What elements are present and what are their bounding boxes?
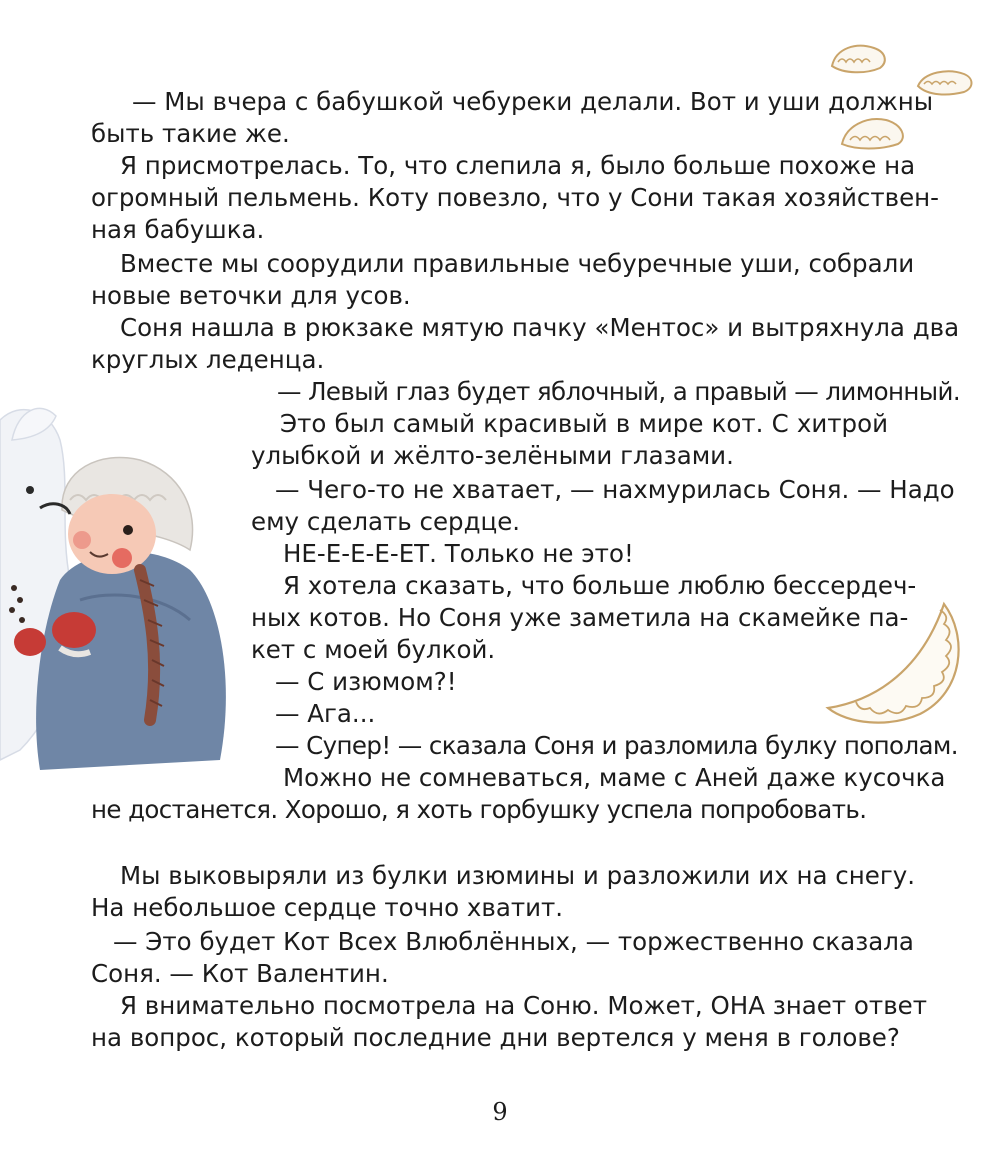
text-line: Можно не сомневаться, маме с Аней даже кусочка — [283, 763, 946, 792]
text-line: — Ага... — [275, 699, 376, 728]
text-line: новые веточки для усов. — [91, 281, 411, 310]
dumpling-sketch-icon — [826, 38, 892, 78]
text-line: кет с моей булкой. — [251, 635, 496, 664]
text-line: — С изюмом?! — [275, 667, 457, 696]
text-line: ная бабушка. — [91, 215, 265, 244]
text-line: улыбкой и жёлто-зелёными глазами. — [251, 441, 734, 470]
text-line: Соня нашла в рюкзаке мятую пачку «Ментос» и вытряхнула два — [120, 313, 960, 342]
text-line: Мы выковыряли из булки изюмины и разложили их на снегу. — [120, 861, 915, 890]
text-line: На небольшое сердце точно хватит. — [91, 893, 564, 922]
text-line: на вопрос, который последние дни вертелся у меня в голове? — [91, 1023, 900, 1052]
text-line: ему сделать сердце. — [251, 507, 521, 536]
text-line: Я присмотрелась. То, что слепила я, было больше похоже на — [120, 151, 916, 180]
text-line: НЕ-Е-Е-Е-ЕТ. Только не это! — [283, 539, 634, 568]
girl-with-snow-cat-illustration — [0, 380, 246, 780]
text-line: Соня. — Кот Валентин. — [91, 959, 389, 988]
text-line: — Левый глаз будет яблочный, а правый — лимонный. — [277, 377, 961, 406]
page-number: 9 — [492, 1098, 508, 1126]
text-line: круглых леденца. — [91, 345, 325, 374]
text-line: — Мы вчера с бабушкой чебуреки делали. Вот и уши должны — [132, 87, 934, 116]
text-line: Это был самый красивый в мире кот. С хитрой — [280, 409, 888, 438]
text-line: ных котов. Но Соня уже заметила на скамейке па- — [251, 603, 909, 632]
text-line: Вместе мы соорудили правильные чебуречные уши, собрали — [120, 249, 915, 278]
text-line: — Чего-то не хватает, — нахмурилась Соня. — Надо — [275, 475, 955, 504]
text-line: огромный пельмень. Коту повезло, что у Сони такая хозяйствен- — [91, 183, 940, 212]
text-line: Я внимательно посмотрела на Соню. Может, ОНА знает ответ — [120, 991, 927, 1020]
text-line: быть такие же. — [91, 119, 290, 148]
dumpling-sketch-icon — [836, 112, 912, 152]
text-line: — Супер! — сказала Соня и разломила булку пополам. — [275, 731, 958, 760]
text-line: — Это будет Кот Всех Влюблённых, — торжественно сказала — [113, 927, 914, 956]
text-line: Я хотела сказать, что больше люблю бессердеч- — [283, 571, 917, 600]
text-line: не достанется. Хорошо, я хоть горбушку успела попробовать. — [91, 795, 867, 824]
